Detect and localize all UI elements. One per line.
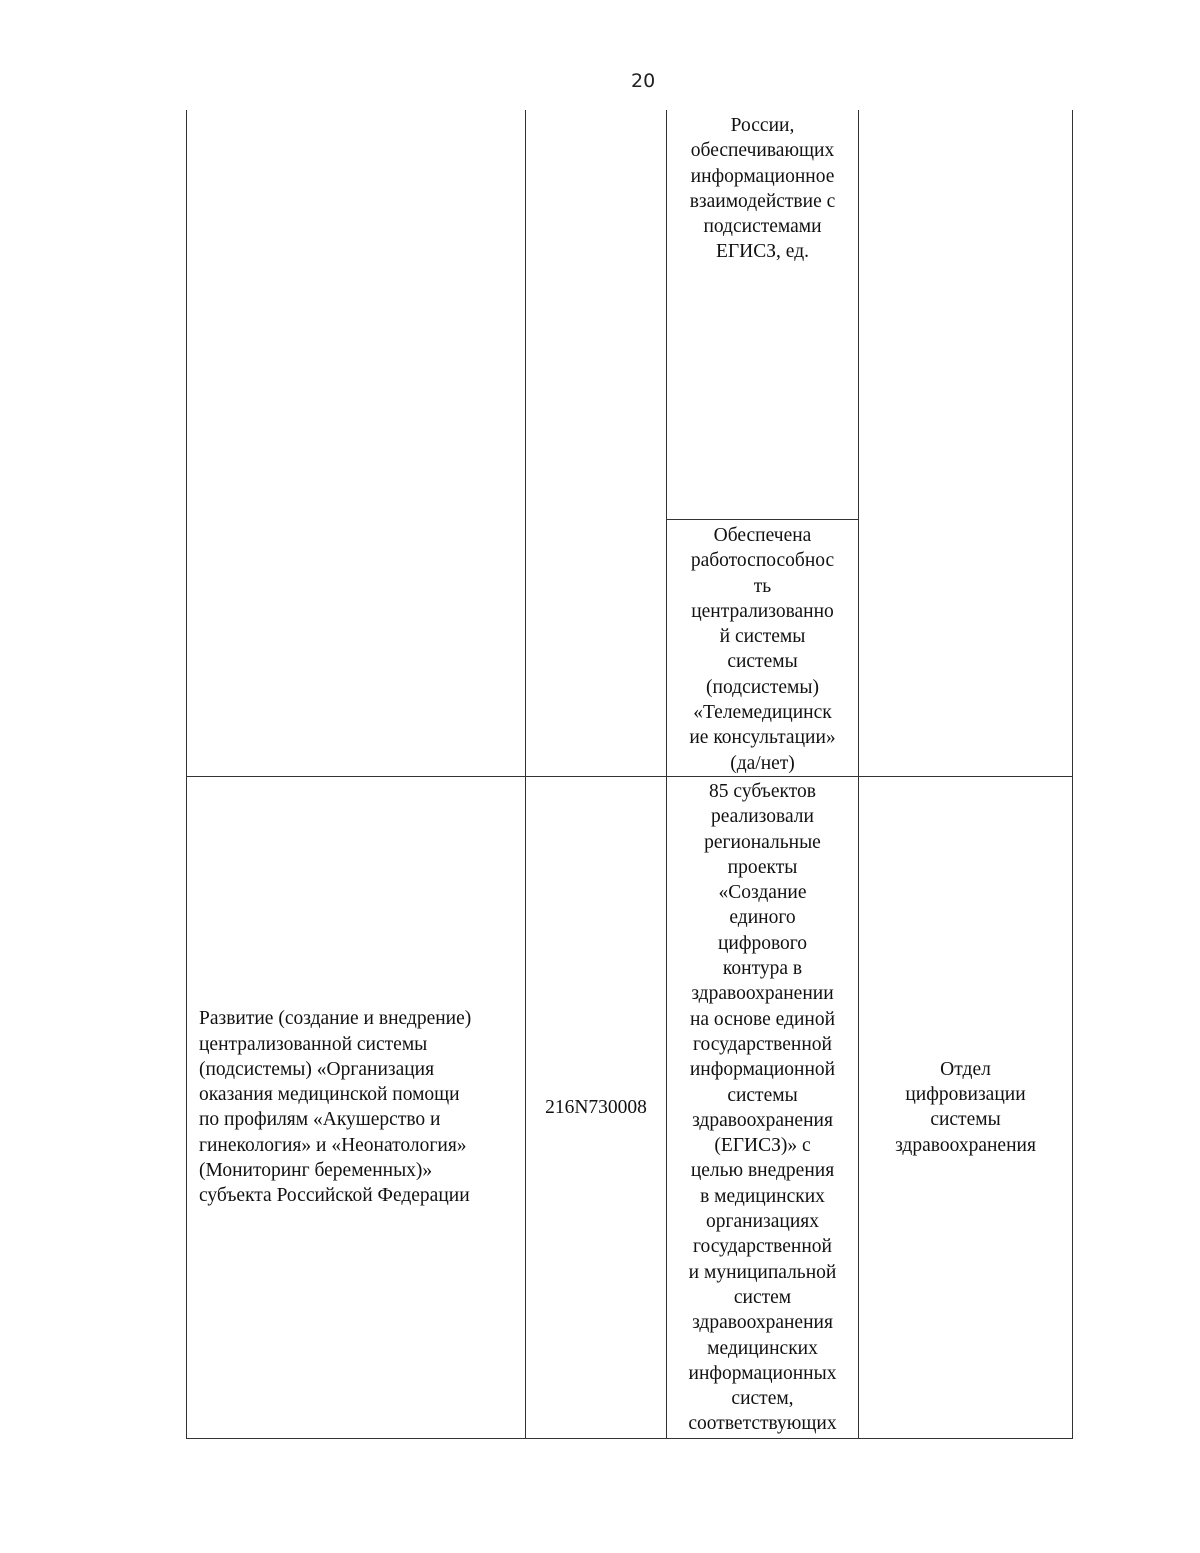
text-line: здравоохранения: [692, 1109, 833, 1131]
text-line: субъекта Российской Федерации: [199, 1185, 470, 1207]
row1-activity-cell: [187, 110, 526, 776]
text-line: здравоохранения: [895, 1134, 1036, 1156]
text-line: системы: [727, 1084, 798, 1106]
text-line: ие консультации»: [689, 727, 836, 749]
text-line: единого: [729, 907, 796, 929]
text-line: региональные: [704, 831, 821, 853]
text-line: информационной: [689, 1059, 836, 1081]
text-line: й системы: [719, 626, 806, 648]
text-line: здравоохранения: [692, 1312, 833, 1334]
table-row: [187, 110, 1073, 776]
text-line: (подсистемы) «Организация: [199, 1058, 435, 1080]
text-line: Отдел: [940, 1058, 991, 1080]
text-line: здравоохранении: [691, 983, 834, 1005]
text-line: государственной: [693, 1033, 832, 1055]
text-line: информационное: [690, 165, 835, 187]
text-line: гинекология» и «Неонатология»: [199, 1134, 467, 1156]
text-line: централизованной системы: [199, 1033, 428, 1055]
text-line: государственной: [693, 1236, 832, 1258]
table-row: [187, 776, 1073, 1438]
text-line: системы: [930, 1109, 1001, 1131]
row2-responsible-cell: [859, 776, 1073, 1438]
text-line: (подсистемы): [706, 676, 819, 698]
text-line: на основе единой: [689, 1008, 836, 1030]
text-line: цифровизации: [905, 1084, 1026, 1106]
text-line: 85 субъектов: [709, 780, 816, 802]
text-line: (Мониторинг беременных)»: [199, 1160, 433, 1182]
text-line: проекты: [727, 856, 798, 878]
document-table: [186, 110, 1073, 1439]
text-line: системы: [727, 651, 798, 673]
row2-activity-cell: [187, 776, 526, 1438]
row2-indicator-cell: [667, 776, 859, 1438]
text-line: организациях: [706, 1211, 819, 1233]
project-code: 216N730008: [545, 1096, 647, 1118]
text-line: ЕГИСЗ, ед.: [716, 241, 809, 263]
text-line: (ЕГИСЗ)» с: [714, 1135, 811, 1157]
row1-responsible-cell: [859, 110, 1073, 776]
page-number: 20: [631, 70, 656, 92]
row1-indicator-bottom: [667, 520, 858, 776]
text-line: по профилям «Акушерство и: [199, 1109, 441, 1131]
text-line: оказания медицинской помощи: [199, 1084, 460, 1106]
text-line: медицинских: [707, 1337, 818, 1359]
text-line: «Создание: [718, 882, 807, 904]
text-line: систем: [733, 1286, 792, 1308]
text-line: систем,: [731, 1388, 794, 1410]
text-line: целью внедрения: [690, 1160, 835, 1182]
text-line: ть: [753, 575, 772, 597]
text-line: подсистемами: [703, 216, 822, 238]
row1-indicator-cell: [667, 110, 859, 776]
text-line: в медицинских: [700, 1185, 825, 1207]
row1-code-cell: [526, 110, 667, 776]
text-line: России,: [730, 115, 795, 136]
text-line: и муниципальной: [688, 1261, 837, 1283]
text-line: контура в: [722, 958, 803, 980]
text-line: «Телемедицинск: [693, 702, 832, 724]
row2-code-cell: [526, 776, 667, 1438]
text-line: взаимодействие с: [689, 190, 836, 212]
text-line: соответствующих: [688, 1413, 837, 1435]
text-line: централизованно: [691, 600, 834, 622]
text-line: Обеспечена: [713, 525, 812, 546]
text-line: обеспечивающих: [690, 140, 835, 162]
row1-indicator-top: [667, 110, 858, 520]
text-line: информационных: [688, 1362, 837, 1384]
text-line: реализовали: [711, 806, 814, 828]
text-line: Развитие (создание и внедрение): [199, 1008, 472, 1030]
text-line: цифрового: [717, 932, 808, 954]
text-line: (да/нет): [730, 752, 795, 774]
text-line: работоспособнос: [690, 550, 835, 572]
